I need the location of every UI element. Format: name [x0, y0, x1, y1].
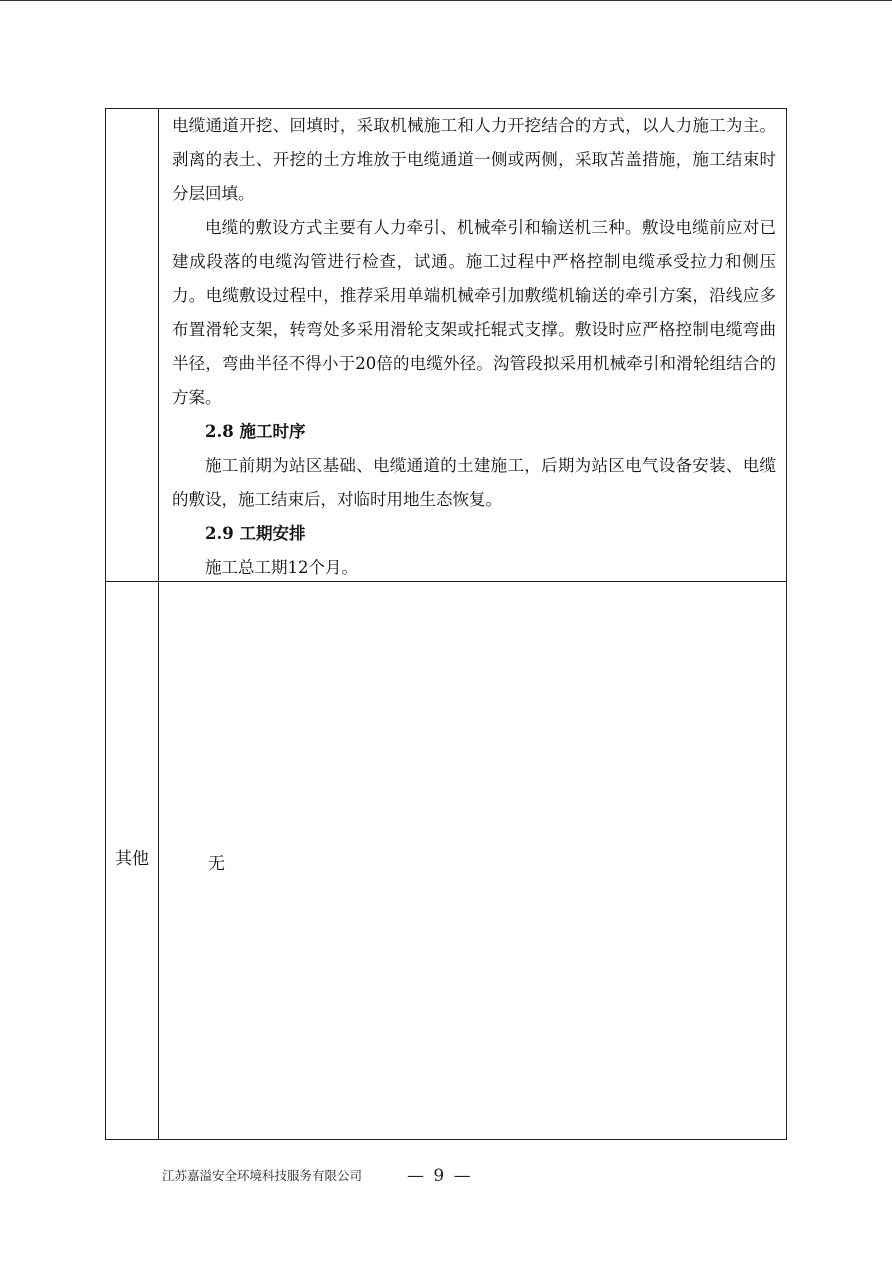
content-table [105, 108, 787, 1140]
heading-construction-sequence: 2.8 施工时序 [205, 422, 306, 441]
paragraph-cable-laying: 电缆的敷设方式主要有人力牵引、机械牵引和输送机三种。敷设电缆前应对已建成段落的电缆沟管进行检查，试通。施工过程中严格控制电缆承受拉力和侧压力。电缆敷设过程中，推荐采用单端机械牵引加敷缆机输送的牵引方案，沿线应多布置滑轮支架，转弯处多采用滑轮支架或托辊式支撑。敷设时应严格控制电缆弯曲半径，弯曲半径不得小于20倍的电缆外径。沟管段拟采用机械牵引和滑轮组结合的方案。 [172, 218, 776, 407]
page-footer [162, 1164, 762, 1188]
page-top-border [0, 0, 892, 1]
construction-content-cell [172, 109, 776, 585]
paragraph-construction-sequence: 施工前期为站区基础、电缆通道的土建施工，后期为站区电气设备安装、电缆的敷设，施工结束后，对临时用地生态恢复。 [172, 456, 776, 509]
footer-company: 江苏嘉溢安全环境科技服务有限公司 [162, 1168, 363, 1183]
page-number: — 9 — [407, 1166, 473, 1186]
paragraph-schedule: 施工总工期12个月。 [205, 558, 358, 577]
row-value-other: 无 [208, 854, 225, 874]
paragraph-excavation: 电缆通道开挖、回填时，采取机械施工和人力开挖结合的方式，以人力施工为主。剥离的表土、开挖的土方堆放于电缆通道一侧或两侧，采取苫盖措施，施工结束时分层回填。 [172, 116, 776, 203]
column-divider [158, 109, 159, 1139]
row-label-other: 其他 [115, 849, 149, 869]
heading-schedule: 2.9 工期安排 [205, 524, 306, 543]
